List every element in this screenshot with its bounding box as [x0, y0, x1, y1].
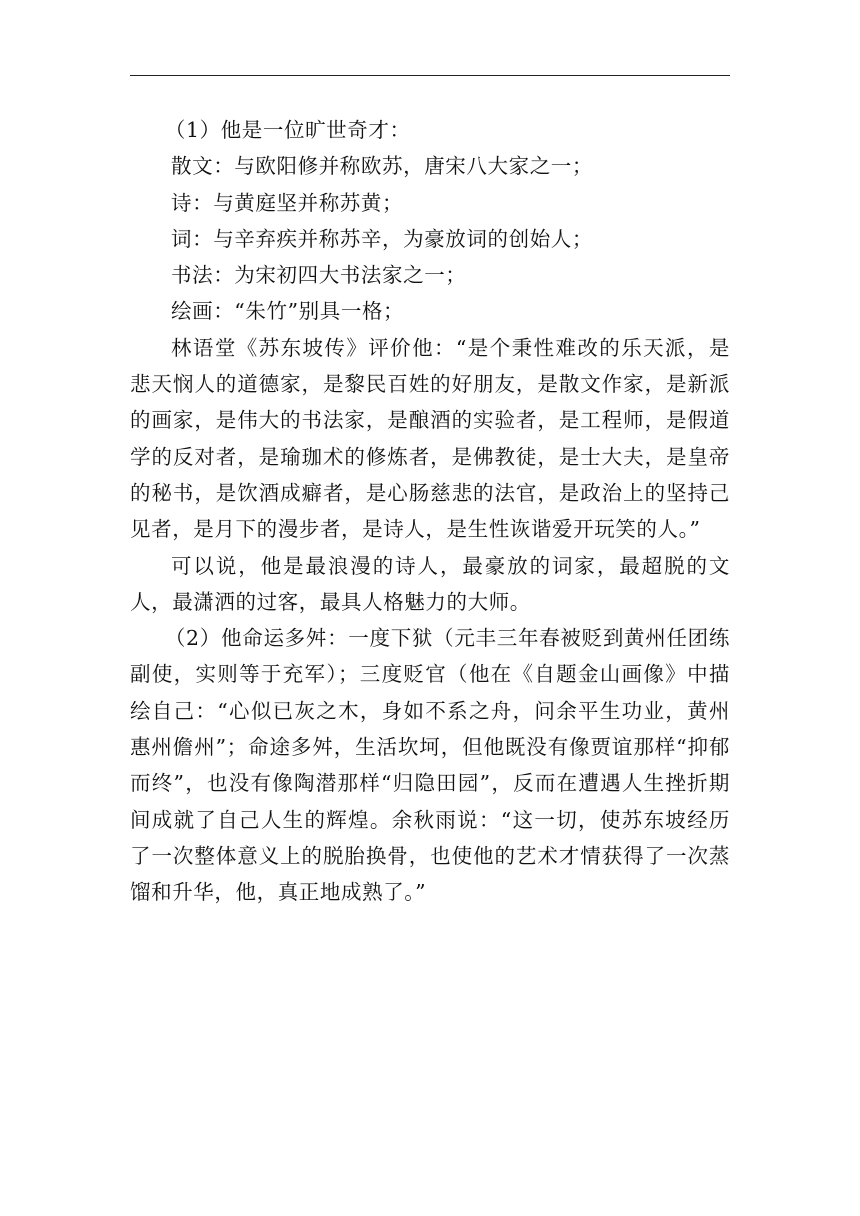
- paragraph-ci: 词：与辛弃疾并称苏辛，为豪放词的创始人；: [171, 226, 593, 251]
- paragraph-hardships: （2）他命运多舛：一度下狱（元丰三年春被贬到黄州任团练副使，实则等于充军）；三度贬官（他在《自题金山画像》中描绘自己：“心似已灰之木，身如不系之舟，问余平生功业，黄州惠州儋州”；命途多舛，生活坎坷，但他既没有像贾谊那样“抑郁而终”，也没有像陶潜那样“归隐田园”，反而在遭遇人生挫折期间成就了自己人生的辉煌。余秋雨说：“这一切，使苏东坡经历了一次整体意义上的脱胎换骨，也使他的艺术才情获得了一次蒸馏和升华，他，真正地成熟了。”: [130, 626, 730, 905]
- paragraph-summary: 可以说，他是最浪漫的诗人，最豪放的词家，最超脱的文人，最潇洒的过客，最具人格魅力的大师。: [130, 553, 730, 614]
- paragraph-poetry: 诗：与黄庭坚并称苏黄；: [171, 190, 404, 215]
- header-rule: [130, 75, 730, 76]
- paragraph-lin-yutang-quote: 林语堂《苏东坡传》评价他：“是个秉性难改的乐天派，是悲天悯人的道德家，是黎民百姓的好朋友，是散文作家，是新派的画家，是伟大的书法家，是酿酒的实验者，是工程师，是假道学的反对者，是瑜珈术的修炼者，是佛教徒，是士大夫，是皇帝的秘书，是饮酒成癖者，是心肠慈悲的法官，是政治上的坚持己见者，是月下的漫步者，是诗人，是生性诙谐爱开玩笑的人。”: [130, 335, 730, 542]
- paragraph-calligraphy: 书法：为宋初四大书法家之一；: [171, 263, 467, 288]
- paragraph-painting: 绘画：“朱竹”别具一格；: [171, 299, 405, 324]
- section-heading-1: （1）他是一位旷世奇才：: [164, 118, 411, 142]
- paragraph-prose: 散文：与欧阳修并称欧苏，唐宋八大家之一；: [171, 154, 593, 179]
- document-body: [130, 112, 730, 911]
